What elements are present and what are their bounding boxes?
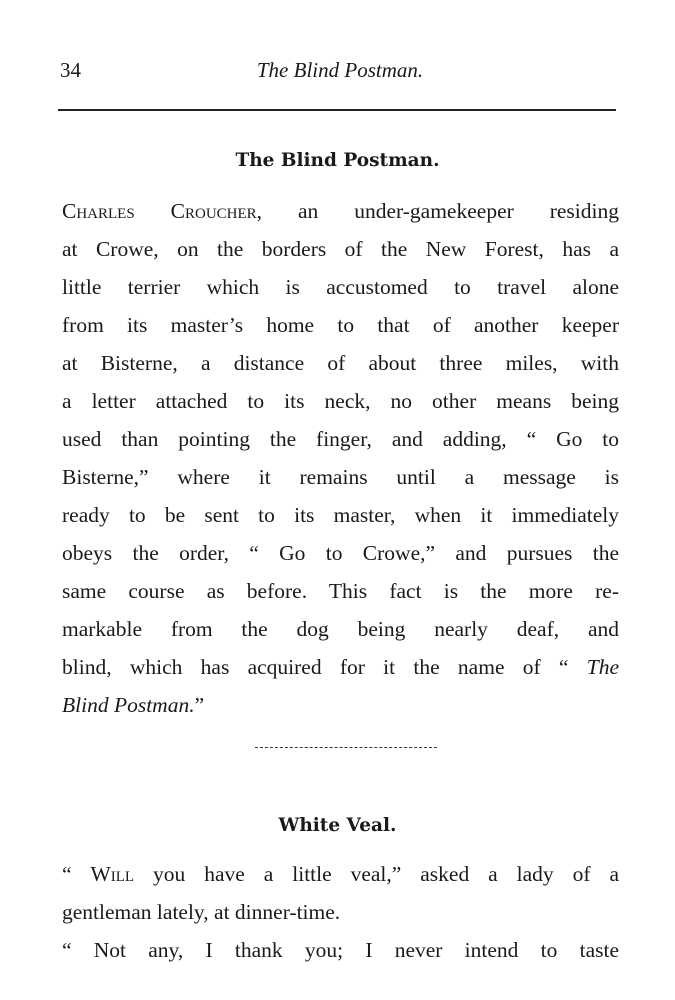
section-divider [255, 747, 437, 748]
body-line: at Bisterne, a distance of about three miles, with [62, 351, 619, 375]
body-line: obeys the order, “ Go to Crowe,” and pursues the [62, 541, 619, 565]
body-line: Charles Croucher, an under-gamekeeper residing [62, 199, 619, 223]
small-caps-word: Will [90, 862, 135, 886]
page-number: 34 [60, 58, 81, 82]
article-title: The Blind Postman. [235, 150, 440, 171]
header-rule [58, 109, 616, 111]
body-line: ready to be sent to its master, when it immediately [62, 503, 619, 527]
italic-text: The [586, 655, 619, 679]
running-head [60, 58, 620, 88]
body-line: a letter attached to its neck, no other means being [62, 389, 619, 413]
small-caps-name: Charles Croucher, [62, 199, 263, 223]
body-line: same course as before. This fact is the more re- [62, 579, 619, 603]
body-line: markable from the dog being nearly deaf, and [62, 617, 619, 641]
body-line: from its master’s home to that of another keeper [62, 313, 619, 337]
running-title: The Blind Postman. [256, 58, 424, 82]
body-line: used than pointing the finger, and adding, “ Go to [62, 427, 619, 451]
article-title: White Veal. [278, 815, 397, 836]
body-line: at Crowe, on the borders of the New Forest, has a [62, 237, 619, 261]
body-line: “ Will you have a little veal,” asked a lady of a [62, 862, 619, 886]
body-line: little terrier which is accustomed to travel alone [62, 275, 619, 299]
body-line: blind, which has acquired for it the name of “ The [62, 655, 619, 679]
body-line: Blind Postman.” [62, 693, 205, 717]
italic-text: Blind Postman. [62, 693, 195, 717]
body-line: “ Not any, I thank you; I never intend to taste [62, 938, 619, 962]
body-line: gentleman lately, at dinner-time. [62, 900, 341, 924]
body-line: Bisterne,” where it remains until a message is [62, 465, 619, 489]
